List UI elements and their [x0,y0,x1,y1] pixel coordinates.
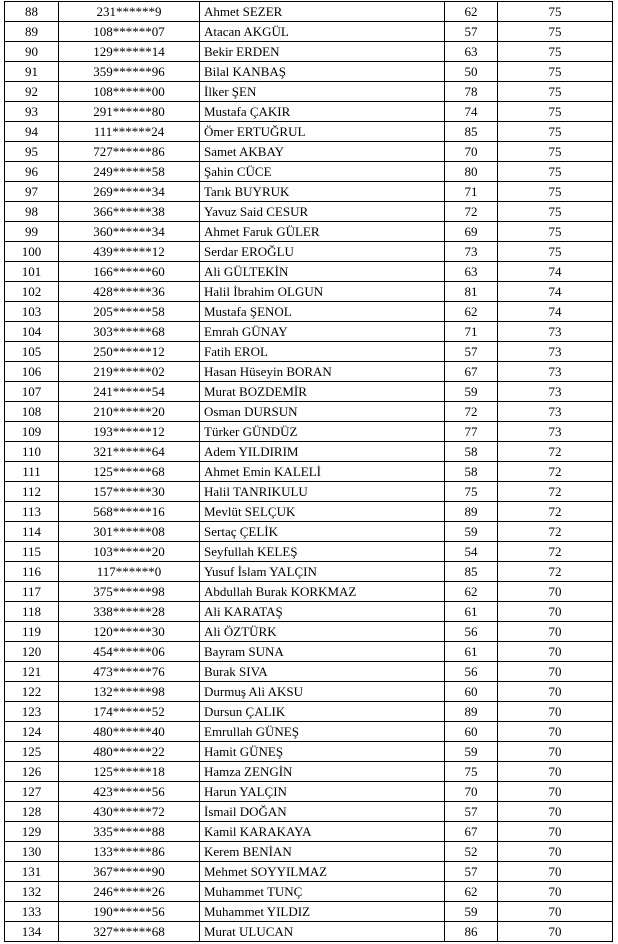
table-row [5,502,613,522]
table-row [5,662,613,682]
table-row [5,262,613,282]
full-name-cell: Ali ÖZTÜRK [200,622,445,642]
points-cell: 72 [498,542,613,562]
row-number-cell: 98 [5,202,59,222]
row-number-cell: 88 [5,2,59,22]
table-row [5,142,613,162]
score-cell: 61 [445,642,498,662]
score-cell: 75 [445,482,498,502]
score-cell: 73 [445,242,498,262]
row-number-cell: 104 [5,322,59,342]
masked-id-cell: 157******30 [59,482,200,502]
points-cell: 72 [498,462,613,482]
row-number-cell: 93 [5,102,59,122]
full-name-cell: Durmuş Ali AKSU [200,682,445,702]
masked-id-cell: 103******20 [59,542,200,562]
score-cell: 58 [445,462,498,482]
score-cell: 63 [445,262,498,282]
full-name-cell: Ahmet Faruk GÜLER [200,222,445,242]
points-cell: 70 [498,882,613,902]
points-cell: 72 [498,562,613,582]
masked-id-cell: 367******90 [59,862,200,882]
full-name-cell: İsmail DOĞAN [200,802,445,822]
masked-id-cell: 193******12 [59,422,200,442]
table-row [5,542,613,562]
masked-id-cell: 174******52 [59,702,200,722]
masked-id-cell: 327******68 [59,922,200,942]
masked-id-cell: 335******88 [59,822,200,842]
table-row [5,782,613,802]
score-cell: 71 [445,322,498,342]
row-number-cell: 107 [5,382,59,402]
table-row [5,342,613,362]
points-cell: 73 [498,422,613,442]
masked-id-cell: 111******24 [59,122,200,142]
points-cell: 70 [498,642,613,662]
masked-id-cell: 303******68 [59,322,200,342]
table-row [5,862,613,882]
full-name-cell: Sertaç ÇELİK [200,522,445,542]
points-cell: 75 [498,142,613,162]
full-name-cell: Mevlüt SELÇUK [200,502,445,522]
points-cell: 70 [498,842,613,862]
full-name-cell: Kerem BENİAN [200,842,445,862]
masked-id-cell: 117******0 [59,562,200,582]
row-number-cell: 129 [5,822,59,842]
score-cell: 63 [445,42,498,62]
table-row [5,562,613,582]
full-name-cell: Yusuf İslam YALÇIN [200,562,445,582]
score-cell: 78 [445,82,498,102]
full-name-cell: Bilal KANBAŞ [200,62,445,82]
full-name-cell: Bayram SUNA [200,642,445,662]
row-number-cell: 92 [5,82,59,102]
full-name-cell: Yavuz Said CESUR [200,202,445,222]
full-name-cell: Mehmet SOYYILMAZ [200,862,445,882]
row-number-cell: 106 [5,362,59,382]
row-number-cell: 110 [5,442,59,462]
table-row [5,122,613,142]
score-cell: 72 [445,402,498,422]
table-row [5,42,613,62]
masked-id-cell: 269******34 [59,182,200,202]
table-row [5,462,613,482]
row-number-cell: 109 [5,422,59,442]
full-name-cell: Abdullah Burak KORKMAZ [200,582,445,602]
full-name-cell: Muhammet TUNÇ [200,882,445,902]
points-cell: 75 [498,22,613,42]
row-number-cell: 108 [5,402,59,422]
score-cell: 62 [445,882,498,902]
points-cell: 72 [498,502,613,522]
table-row [5,302,613,322]
masked-id-cell: 249******58 [59,162,200,182]
row-number-cell: 121 [5,662,59,682]
table-row [5,182,613,202]
row-number-cell: 97 [5,182,59,202]
points-cell: 72 [498,482,613,502]
row-number-cell: 119 [5,622,59,642]
score-cell: 89 [445,502,498,522]
table-row [5,642,613,662]
row-number-cell: 91 [5,62,59,82]
table-row [5,322,613,342]
full-name-cell: Tarık BUYRUK [200,182,445,202]
masked-id-cell: 439******12 [59,242,200,262]
full-name-cell: Fatih EROL [200,342,445,362]
score-cell: 89 [445,702,498,722]
score-cell: 52 [445,842,498,862]
points-cell: 72 [498,522,613,542]
points-cell: 70 [498,902,613,922]
masked-id-cell: 430******72 [59,802,200,822]
masked-id-cell: 108******07 [59,22,200,42]
row-number-cell: 116 [5,562,59,582]
full-name-cell: Adem YILDIRIM [200,442,445,462]
score-cell: 54 [445,542,498,562]
full-name-cell: Ömer ERTUĞRUL [200,122,445,142]
row-number-cell: 94 [5,122,59,142]
points-cell: 75 [498,202,613,222]
masked-id-cell: 241******54 [59,382,200,402]
full-name-cell: Murat ULUCAN [200,922,445,942]
full-name-cell: Harun YALÇIN [200,782,445,802]
score-cell: 61 [445,602,498,622]
score-cell: 72 [445,202,498,222]
score-cell: 86 [445,922,498,942]
masked-id-cell: 366******38 [59,202,200,222]
points-cell: 70 [498,602,613,622]
points-cell: 70 [498,802,613,822]
row-number-cell: 130 [5,842,59,862]
points-cell: 70 [498,762,613,782]
masked-id-cell: 205******58 [59,302,200,322]
masked-id-cell: 338******28 [59,602,200,622]
masked-id-cell: 219******02 [59,362,200,382]
row-number-cell: 90 [5,42,59,62]
ranking-table [4,1,613,942]
table-row [5,682,613,702]
table-row [5,402,613,422]
masked-id-cell: 480******40 [59,722,200,742]
row-number-cell: 122 [5,682,59,702]
points-cell: 74 [498,302,613,322]
full-name-cell: Şahin CÜCE [200,162,445,182]
full-name-cell: Mustafa ÇAKIR [200,102,445,122]
full-name-cell: Halil İbrahim OLGUN [200,282,445,302]
row-number-cell: 100 [5,242,59,262]
masked-id-cell: 473******76 [59,662,200,682]
row-number-cell: 133 [5,902,59,922]
row-number-cell: 112 [5,482,59,502]
row-number-cell: 117 [5,582,59,602]
row-number-cell: 101 [5,262,59,282]
points-cell: 70 [498,922,613,942]
table-row [5,902,613,922]
full-name-cell: Osman DURSUN [200,402,445,422]
score-cell: 60 [445,722,498,742]
row-number-cell: 111 [5,462,59,482]
table-row [5,62,613,82]
masked-id-cell: 129******14 [59,42,200,62]
full-name-cell: Murat BOZDEMİR [200,382,445,402]
masked-id-cell: 375******98 [59,582,200,602]
masked-id-cell: 423******56 [59,782,200,802]
table-row [5,282,613,302]
table-row [5,922,613,942]
table-row [5,522,613,542]
score-cell: 75 [445,762,498,782]
table-row [5,602,613,622]
full-name-cell: Ali GÜLTEKİN [200,262,445,282]
score-cell: 70 [445,782,498,802]
score-cell: 77 [445,422,498,442]
points-cell: 73 [498,382,613,402]
row-number-cell: 123 [5,702,59,722]
table-row [5,442,613,462]
full-name-cell: Bekir ERDEN [200,42,445,62]
score-cell: 57 [445,802,498,822]
masked-id-cell: 568******16 [59,502,200,522]
full-name-cell: Hasan Hüseyin BORAN [200,362,445,382]
points-cell: 73 [498,342,613,362]
row-number-cell: 126 [5,762,59,782]
points-cell: 75 [498,242,613,262]
points-cell: 72 [498,442,613,462]
points-cell: 73 [498,402,613,422]
points-cell: 70 [498,822,613,842]
row-number-cell: 114 [5,522,59,542]
row-number-cell: 120 [5,642,59,662]
masked-id-cell: 359******96 [59,62,200,82]
row-number-cell: 103 [5,302,59,322]
row-number-cell: 131 [5,862,59,882]
points-cell: 75 [498,62,613,82]
table-row [5,482,613,502]
full-name-cell: Kamil KARAKAYA [200,822,445,842]
score-cell: 59 [445,382,498,402]
masked-id-cell: 133******86 [59,842,200,862]
table-row [5,882,613,902]
masked-id-cell: 480******22 [59,742,200,762]
masked-id-cell: 132******98 [59,682,200,702]
full-name-cell: Burak SIVA [200,662,445,682]
masked-id-cell: 190******56 [59,902,200,922]
points-cell: 70 [498,742,613,762]
score-cell: 56 [445,662,498,682]
row-number-cell: 132 [5,882,59,902]
masked-id-cell: 246******26 [59,882,200,902]
masked-id-cell: 231******9 [59,2,200,22]
points-cell: 70 [498,582,613,602]
row-number-cell: 113 [5,502,59,522]
table-row [5,422,613,442]
table-row [5,82,613,102]
table-row [5,762,613,782]
score-cell: 59 [445,742,498,762]
table-row [5,582,613,602]
masked-id-cell: 210******20 [59,402,200,422]
row-number-cell: 124 [5,722,59,742]
table-row [5,382,613,402]
row-number-cell: 118 [5,602,59,622]
masked-id-cell: 301******08 [59,522,200,542]
full-name-cell: Hamit GÜNEŞ [200,742,445,762]
full-name-cell: Ahmet SEZER [200,2,445,22]
full-name-cell: Ahmet Emin KALELİ [200,462,445,482]
full-name-cell: Hamza ZENGİN [200,762,445,782]
table-row [5,162,613,182]
score-cell: 80 [445,162,498,182]
score-cell: 57 [445,22,498,42]
points-cell: 70 [498,702,613,722]
row-number-cell: 102 [5,282,59,302]
row-number-cell: 89 [5,22,59,42]
masked-id-cell: 166******60 [59,262,200,282]
masked-id-cell: 125******18 [59,762,200,782]
table-row [5,102,613,122]
row-number-cell: 115 [5,542,59,562]
masked-id-cell: 727******86 [59,142,200,162]
row-number-cell: 128 [5,802,59,822]
full-name-cell: Emrullah GÜNEŞ [200,722,445,742]
full-name-cell: Halil TANRIKULU [200,482,445,502]
masked-id-cell: 120******30 [59,622,200,642]
row-number-cell: 105 [5,342,59,362]
points-cell: 75 [498,182,613,202]
score-cell: 70 [445,142,498,162]
points-cell: 70 [498,662,613,682]
points-cell: 75 [498,102,613,122]
points-cell: 74 [498,262,613,282]
full-name-cell: Muhammet YILDIZ [200,902,445,922]
masked-id-cell: 360******34 [59,222,200,242]
table-row [5,622,613,642]
table-row [5,22,613,42]
full-name-cell: İlker ŞEN [200,82,445,102]
table-row [5,202,613,222]
full-name-cell: Ali KARATAŞ [200,602,445,622]
table-row [5,742,613,762]
table-row [5,362,613,382]
points-cell: 73 [498,322,613,342]
points-cell: 75 [498,222,613,242]
table-row [5,722,613,742]
score-cell: 57 [445,342,498,362]
masked-id-cell: 428******36 [59,282,200,302]
points-cell: 70 [498,722,613,742]
table-row [5,242,613,262]
points-cell: 70 [498,782,613,802]
ranking-table-body [5,2,613,942]
table-row [5,802,613,822]
points-cell: 75 [498,162,613,182]
score-cell: 71 [445,182,498,202]
score-cell: 60 [445,682,498,702]
points-cell: 70 [498,862,613,882]
row-number-cell: 134 [5,922,59,942]
score-cell: 74 [445,102,498,122]
score-cell: 50 [445,62,498,82]
points-cell: 74 [498,282,613,302]
row-number-cell: 127 [5,782,59,802]
points-cell: 75 [498,2,613,22]
full-name-cell: Türker GÜNDÜZ [200,422,445,442]
score-cell: 69 [445,222,498,242]
score-cell: 62 [445,302,498,322]
score-cell: 67 [445,822,498,842]
masked-id-cell: 454******06 [59,642,200,662]
table-row [5,702,613,722]
score-cell: 85 [445,122,498,142]
score-cell: 59 [445,902,498,922]
points-cell: 75 [498,122,613,142]
full-name-cell: Seyfullah KELEŞ [200,542,445,562]
full-name-cell: Serdar EROĞLU [200,242,445,262]
table-row [5,2,613,22]
masked-id-cell: 125******68 [59,462,200,482]
full-name-cell: Atacan AKGÜL [200,22,445,42]
points-cell: 75 [498,42,613,62]
score-cell: 62 [445,582,498,602]
row-number-cell: 96 [5,162,59,182]
points-cell: 70 [498,682,613,702]
points-cell: 70 [498,622,613,642]
table-row [5,222,613,242]
row-number-cell: 99 [5,222,59,242]
full-name-cell: Emrah GÜNAY [200,322,445,342]
row-number-cell: 125 [5,742,59,762]
score-cell: 59 [445,522,498,542]
masked-id-cell: 250******12 [59,342,200,362]
points-cell: 73 [498,362,613,382]
table-row [5,822,613,842]
table-row [5,842,613,862]
score-cell: 85 [445,562,498,582]
score-cell: 81 [445,282,498,302]
masked-id-cell: 291******80 [59,102,200,122]
score-cell: 58 [445,442,498,462]
masked-id-cell: 108******00 [59,82,200,102]
score-cell: 57 [445,862,498,882]
masked-id-cell: 321******64 [59,442,200,462]
score-cell: 67 [445,362,498,382]
score-cell: 56 [445,622,498,642]
full-name-cell: Samet AKBAY [200,142,445,162]
score-cell: 62 [445,2,498,22]
points-cell: 75 [498,82,613,102]
full-name-cell: Dursun ÇALIK [200,702,445,722]
full-name-cell: Mustafa ŞENOL [200,302,445,322]
row-number-cell: 95 [5,142,59,162]
